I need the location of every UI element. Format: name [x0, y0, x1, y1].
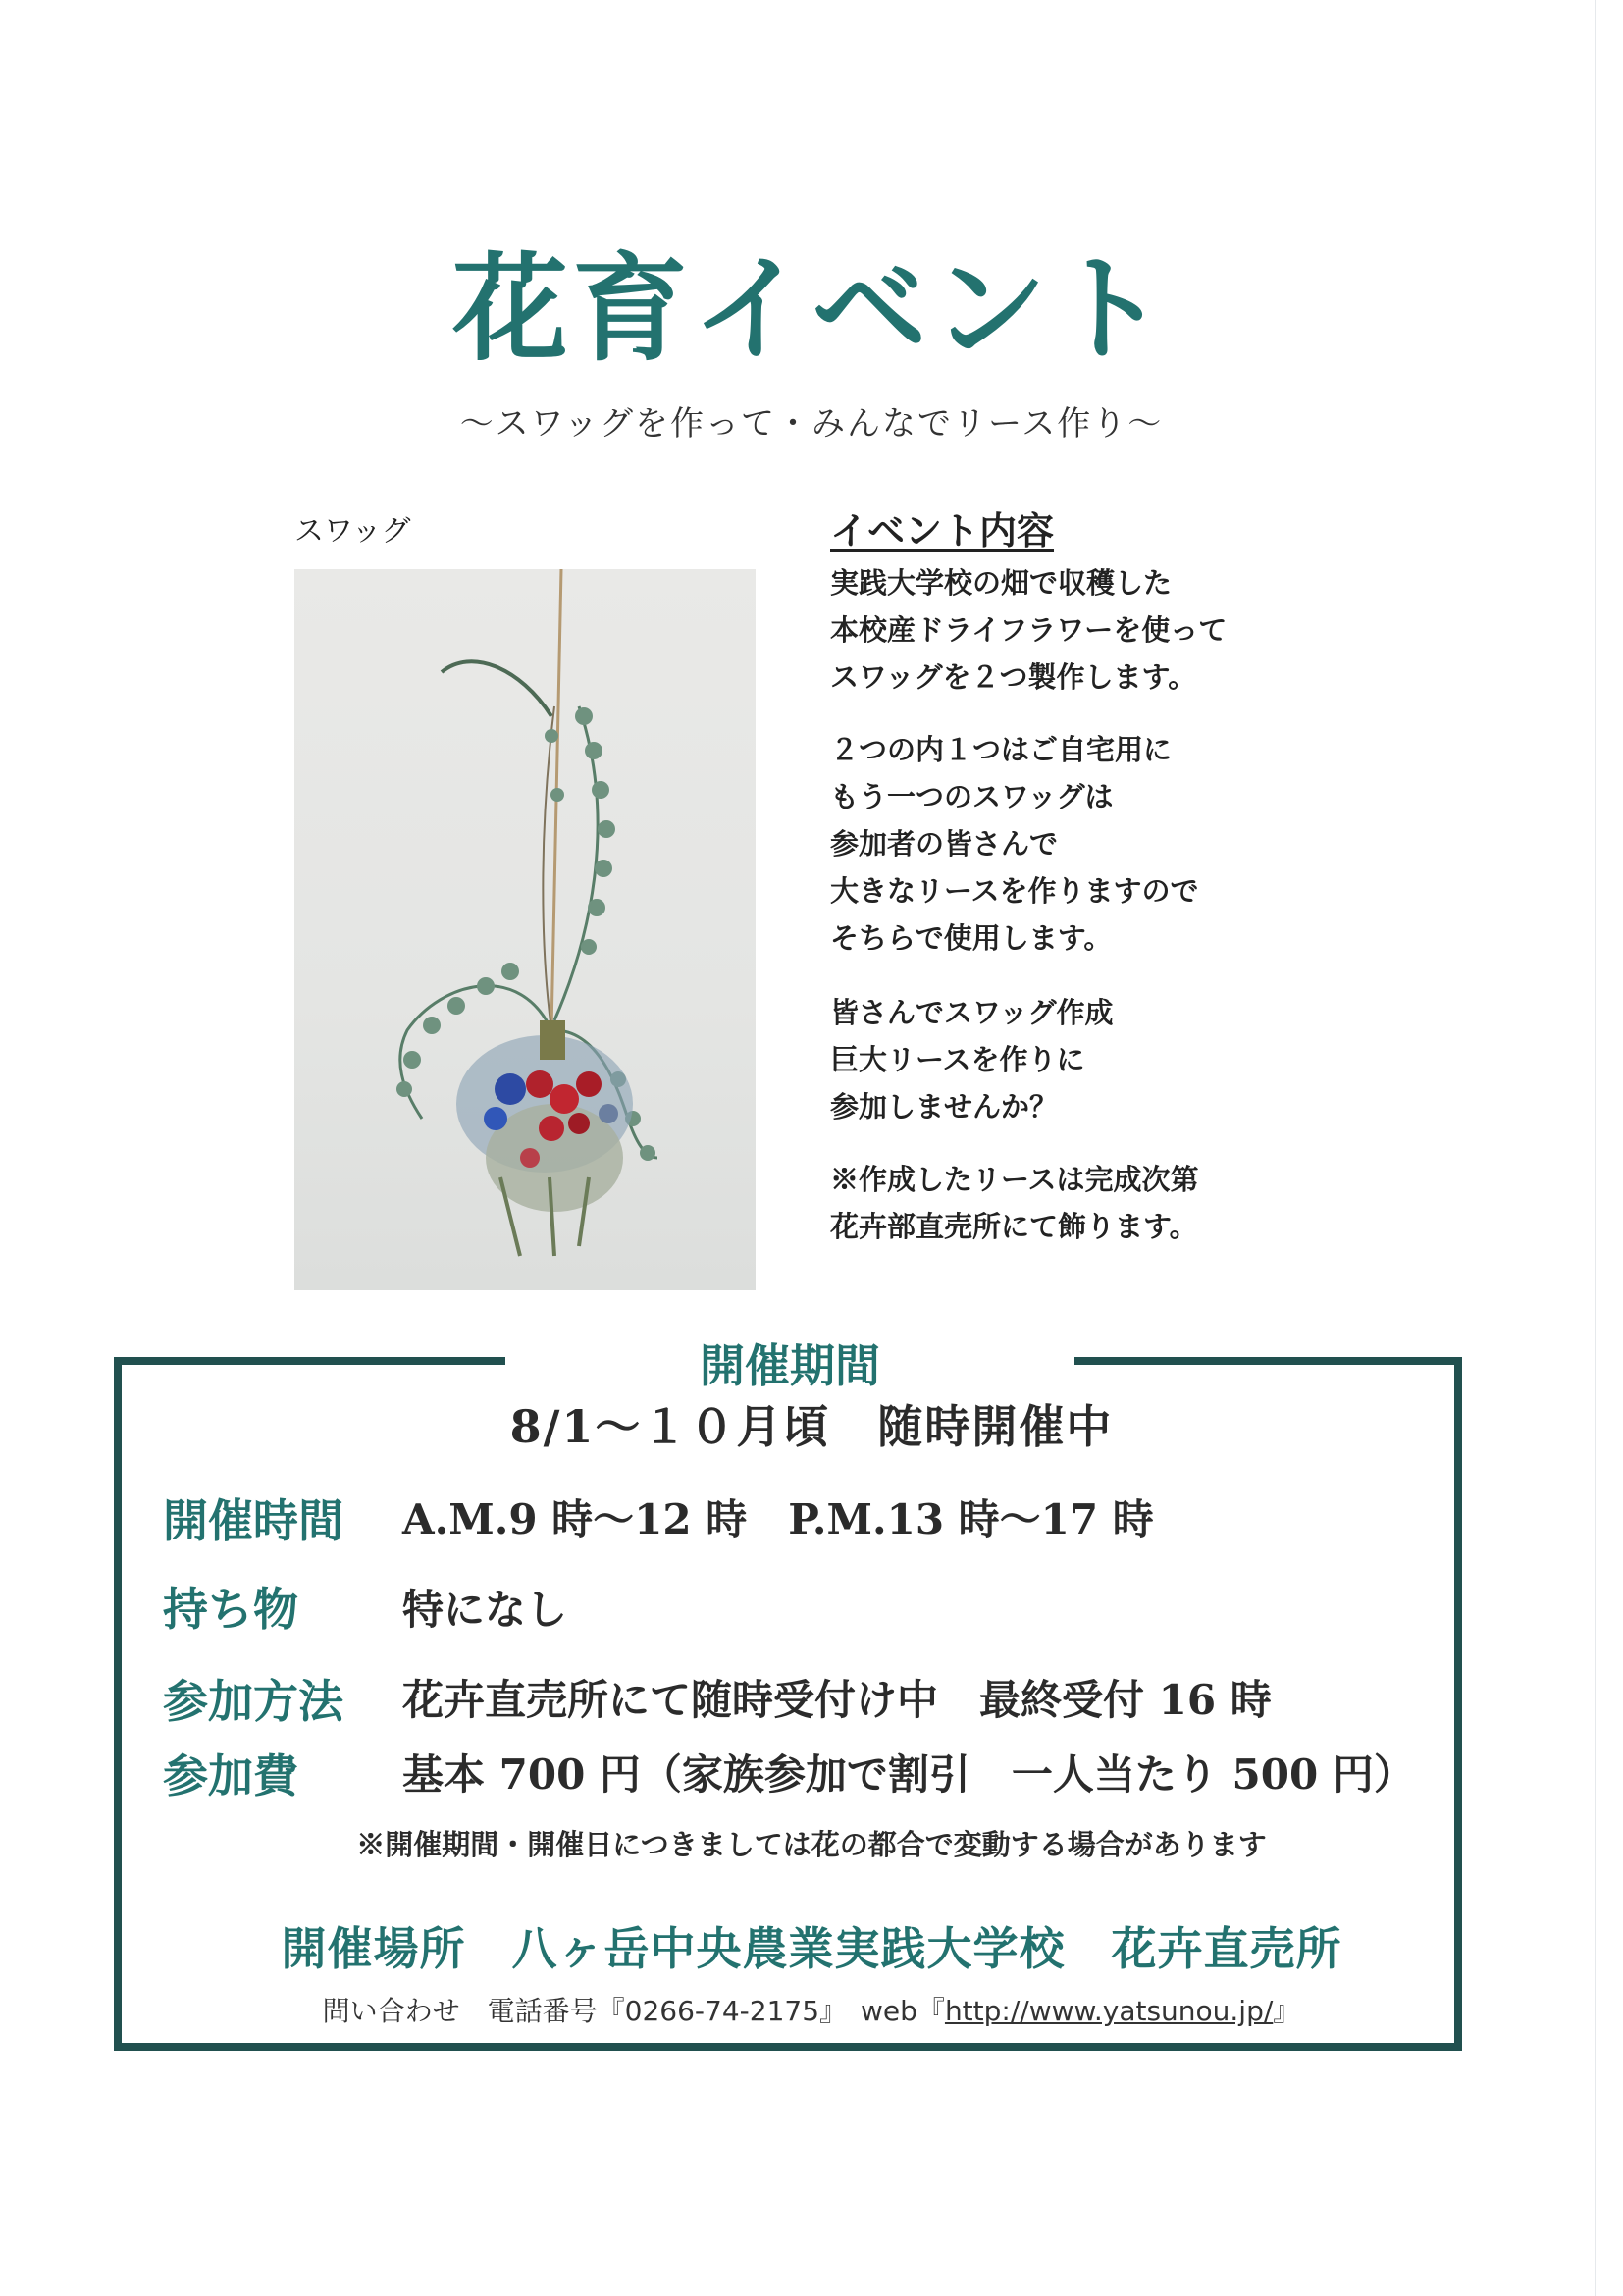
event-line: 大きなリースを作りますので — [830, 874, 1199, 908]
fee-label: 参加費 — [163, 1749, 298, 1802]
website-link[interactable]: http://www.yatsunou.jp/ — [944, 1995, 1274, 2027]
event-line: ※作成したリースは完成次第 — [830, 1163, 1199, 1196]
event-paragraph-4 — [830, 1156, 1199, 1250]
event-line: 参加しませんか？ — [830, 1090, 1059, 1123]
event-line: 参加者の皆さんで — [830, 827, 1059, 861]
page-title: 花育イベント — [451, 241, 1171, 377]
venue: 開催場所 八ヶ岳中央農業実践大学校 花卉直売所 — [281, 1922, 1342, 1975]
contact-phone: 問い合わせ 電話番号『0266-74-2175』 web『 — [322, 1995, 945, 2027]
event-line: そちらで使用します。 — [830, 921, 1113, 955]
hours-label: 開催時間 — [163, 1494, 343, 1547]
event-paragraph-2 — [830, 726, 1199, 962]
contact-suffix: 』 — [1273, 1995, 1301, 2027]
belongings-value: 特になし — [402, 1586, 568, 1634]
event-line: 皆さんでスワッグ作成 — [830, 996, 1114, 1029]
event-line: 実践大学校の畑で収穫した — [830, 566, 1173, 600]
contact-line — [0, 1990, 1623, 2029]
page-subtitle: ～スワッグを作って・みんなでリース作り～ — [459, 404, 1164, 444]
dried-flower-swag-illustration — [294, 569, 756, 1290]
method-value: 花卉直売所にて随時受付け中 最終受付 16 時 — [402, 1676, 1272, 1724]
event-line: 本校産ドライフラワーを使って — [830, 613, 1228, 647]
period-heading: 開催期間 — [700, 1339, 880, 1392]
event-line: もう一つのスワッグは — [830, 780, 1114, 813]
method-label: 参加方法 — [163, 1675, 343, 1728]
event-line: 巨大リースを作りに — [830, 1043, 1085, 1076]
hours-value: A.M.9 時～12 時 P.M.13 時～17 時 — [402, 1495, 1154, 1543]
event-paragraph-3 — [830, 989, 1114, 1130]
event-paragraph-1 — [830, 559, 1227, 701]
period-value: 8/1～１０月頃 随時開催中 — [509, 1400, 1114, 1453]
belongings-label: 持ち物 — [163, 1583, 298, 1636]
event-content-heading: イベント内容 — [830, 508, 1055, 552]
event-line: スワッグを２つ製作します。 — [830, 660, 1197, 694]
fee-value: 基本 700 円（家族参加で割引 一人当たり 500 円） — [402, 1750, 1415, 1799]
event-line: ２つの内１つはご自宅用に — [830, 733, 1173, 766]
swag-photo — [294, 569, 756, 1290]
photo-caption: スワッグ — [294, 514, 411, 548]
event-line: 花卉部直売所にて飾ります。 — [830, 1210, 1198, 1243]
schedule-note: ※開催期間・開催日につきましては花の都合で変動する場合があります — [356, 1828, 1267, 1861]
